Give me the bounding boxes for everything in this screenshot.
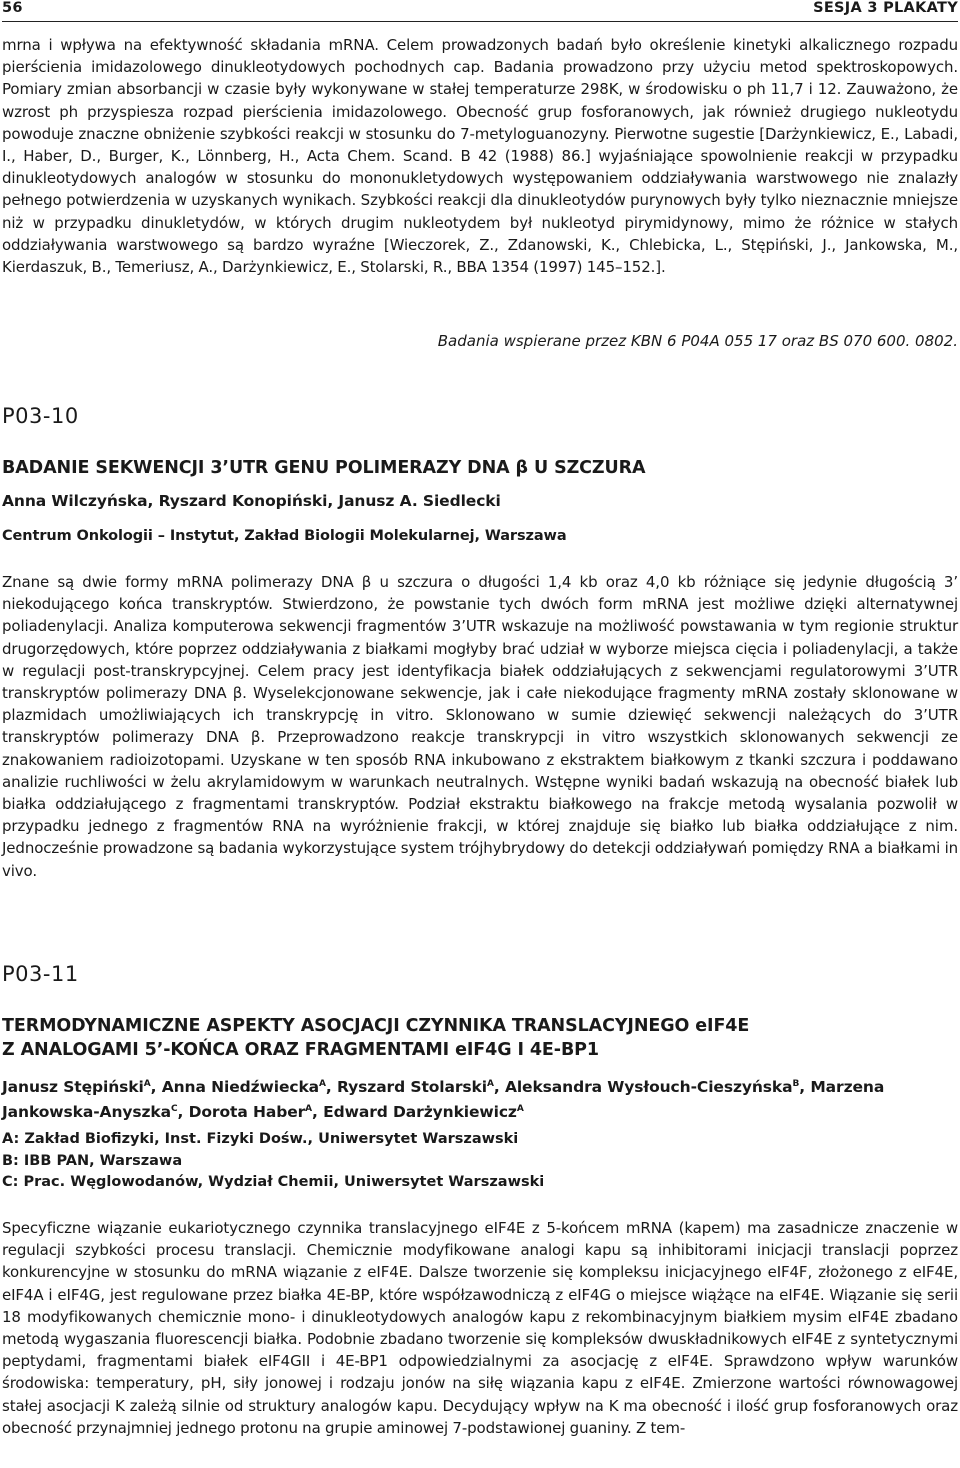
affiliation-b: B: IBB PAN, Warszawa (2, 1152, 183, 1169)
page-number: 56 (2, 0, 23, 16)
abstract-authors: Anna Wilczyńska, Ryszard Konopiński, Janusz A. Siedlecki (2, 492, 501, 510)
section-title: SESJA 3 PLAKATY (813, 0, 958, 16)
author-affiliation-mark: A (319, 1079, 326, 1089)
abstract-code: P03-10 (2, 404, 79, 428)
author-affiliation-mark: A (486, 1079, 494, 1089)
author-affiliation-mark: A (143, 1079, 151, 1089)
affiliation-c: C: Prac. Węglowodanów, Wydział Chemii, Uniwersytet Warszawski (2, 1174, 545, 1190)
author-name: Marzena Jankowska-Anyszka (2, 1078, 885, 1121)
author-name: Ryszard Stolarski (337, 1078, 487, 1096)
affiliation-list (2, 1129, 544, 1194)
author-name: Janusz Stępiński (2, 1078, 144, 1096)
author-affiliation-mark: A (516, 1104, 524, 1114)
page-header (2, 0, 958, 22)
author-name: Dorota Haber (188, 1103, 306, 1121)
affiliation-a: A: Zakład Biofizyki, Inst. Fizyki Dośw., Uniwersytet Warszawski (2, 1131, 519, 1147)
author-affiliation-mark: B (792, 1079, 800, 1089)
abstract-title-line-1: TERMODYNAMICZNE ASPEKTY ASOCJACJI CZYNNIKA TRANSLACYJNEGO eIF4E (2, 1016, 750, 1036)
author-name: Aleksandra Wysłouch-Cieszyńska (504, 1078, 793, 1096)
author-name: Anna Niedźwiecka (161, 1078, 320, 1096)
abstract-body: Specyficzne wiązanie eukariotycznego czynnika translacyjnego eIF4E z 5-końcem mRNA (kapem) ma zasadnicze znaczenie w regulacji szybkości procesu translacji. Chemicznie modyfikowane analogi kapu są inhibitorami inicjacji translacji poprzez konkurencyjne w stosunku do mRNA wiązanie z eIF4E. Dalsze tworzenie się kompleksu inicjacyjnego eIF4F, złożonego z eIF4E, eIF4A i eIF4G, jest regulowane przez białka 4E-BP, które współzawodniczą z eIF4G o miejsce wiążące na eIF4E. Wiązanie się serii 18 modyfikowanych chemicznie mono- i dinukleotydowych analogów kapu z rekombinacyjnym białkiem mysim eIF4E zbadano metodą wygaszania fluorescencji białka. Podobnie zbadano tworzenie się kompleksów dwuskładnikowych eIF4E z syntetycznymi peptydami, fragmentami białek eIF4GII i 4E-BP1 odpowiedzialnymi za asocjację z eIF4E. Sprawdzono wpływ warunków środowiska: temperatury, pH, siły jonowej i rodzaju jonów na siłę wiązania kapu z eIF4E. Zmierzone wartości równowagowej stałej asocjacji K zależą silnie od struktury analogów kapu. Decydujący wpływ na K ma obecność i ilość grup fosforanowych oraz obecność przynajmniej jednego protonu na grupie aminowej 7-podstawionej guaniny. Z tem- (2, 1219, 958, 1437)
abstract-body: Znane są dwie formy mRNA polimerazy DNA β u szczura o długości 1,4 kb oraz 4,0 kb różniące się jedynie długością 3’ niekodującego końca transkryptów. Stwierdzono, że powstanie tych dwóch form mRNA jest możliwe dzięki alternatywnej poliadenylacji. Analiza komputerowa sekwencji fragmentów 3’UTR wskazuje na możliwość powstawania w tym regionie struktur drugorzędowych, które poprzez oddziaływania z białkami mogłyby brać udział w wyborze miejsca cięcia i poliadenylacji, a także w regulacji post-transkrypcyjnej. Celem pracy jest identyfikacja białek oddziałujących z sekwencjami regulatorowymi 3’UTR transkryptów polimerazy DNA β. Wyselekcjonowane sekwencje, jak i całe niekodujące fragmenty mRNA zostały sklonowane w plazmidach umożliwiających ich transkrypcję in vitro. Sklonowano w sumie dziewięć sekwencji należących do 3’UTR transkryptów polimerazy DNA β. Przeprowadzono reakcje transkrypcji in vitro wszystkich sklonowanych sekwencji ze znakowaniem radioizotopami. Uzyskane w ten sposób RNA inkubowano z ekstraktem białkowym z tkanki szczura i poddawano analizie ruchliwości w żelu akrylamidowym w warunkach neutralnych. Wstępne wyniki badań wskazują na obecność białek lub białka oddziałującego z fragmentami transkryptów. Podział ekstraktu białkowego na frakcje metodą wysalania pozwolił w przypadku jednego z fragmentów RNA na wyróżnienie frakcji, w której znajduje się białko lub białka oddziałujące z nim. Jednocześnie prowadzone są badania wykorzystujące system trójhybrydowy do detekcji oddziaływań pomiędzy RNA a białkami in vivo. (2, 573, 958, 880)
abstract-affiliation: Centrum Onkologii – Instytut, Zakład Biologii Molekularnej, Warszawa (2, 528, 567, 544)
author-affiliation-mark: C (171, 1104, 178, 1114)
author-name: Edward Darżynkiewicz (323, 1103, 517, 1121)
author-affiliation-mark: A (305, 1104, 313, 1114)
abstract-title: BADANIE SEKWENCJI 3’UTR GENU POLIMERAZY DNA β U SZCZURA (2, 458, 646, 478)
abstract-code: P03-11 (2, 962, 79, 986)
abstract-title-line-2: Z ANALOGAMI 5’-KOŃCA ORAZ FRAGMENTAMI eIF4G I 4E-BP1 (2, 1040, 599, 1060)
continued-abstract-text: mrna i wpływa na efektywność składania mRNA. Celem prowadzonych badań było określenie kinetyki alkalicznego rozpadu pierścienia imidazolowego dinukleotydowych pochodnych cap. Badania prowadzono przy użyciu metod spektroskopowych. Pomiary zmian absorbancji w czasie były wykonywane w stałej temperaturze 298K, w środowisku o ph 11,7 i 12. Zauważono, że wzrost ph przyspiesza rozpad pierścienia imidazolowego. Obecność grup fosforanowych, jak również drugiego nukleotydu powoduje znaczne obniżenie szybkości reakcji w stosunku do 7-metyloguanozyny. Pierwotne sugestie [Darżynkiewicz, E., Labadi, I., Haber, D., Burger, K., Lönnberg, H., Acta Chem. Scand. B 42 (1988) 86.] wyjaśniające spowolnienie reakcji w przypadku dinukleotydowych analogów w stosunku do mononukletydowych występowaniem oddziaływania warstwowego nie znalazły pełnego potwierdzenia w uzyskanych wynikach. Szybkości reakcji dla dinukleotydów purynowych były tylko nieznacznie mniejsze niż w przypadku dinukletydów, w których drugim nukleotydem był nukleotyd pirymidynowy, mimo że różnice w stałych oddziaływania warstwowego są bardzo wyraźne [Wieczorek, Z., Zdanowski, K., Chlebicka, L., Stępiński, J., Jankowska, M., Kierdaszuk, B., Temeriusz, A., Darżynkiewicz, E., Stolarski, R., BBA 1354 (1997) 145–152.]. (2, 36, 958, 277)
abstract-authors: Janusz Stępiński$^A$, Anna Niedźwiecka$^A$, Ryszard Stolarski$^A$, Aleksandra Wysłouch-Cieszyńska$^B$, Marzena Jankowska-Anyszka$^C$, Dorota Haber$^A$, Edward Darżynkiewicz$^A$ (2, 1078, 885, 1121)
funding-note: Badania wspierane przez KBN 6 P04A 055 17 oraz BS 070 600. 0802. (437, 332, 958, 350)
